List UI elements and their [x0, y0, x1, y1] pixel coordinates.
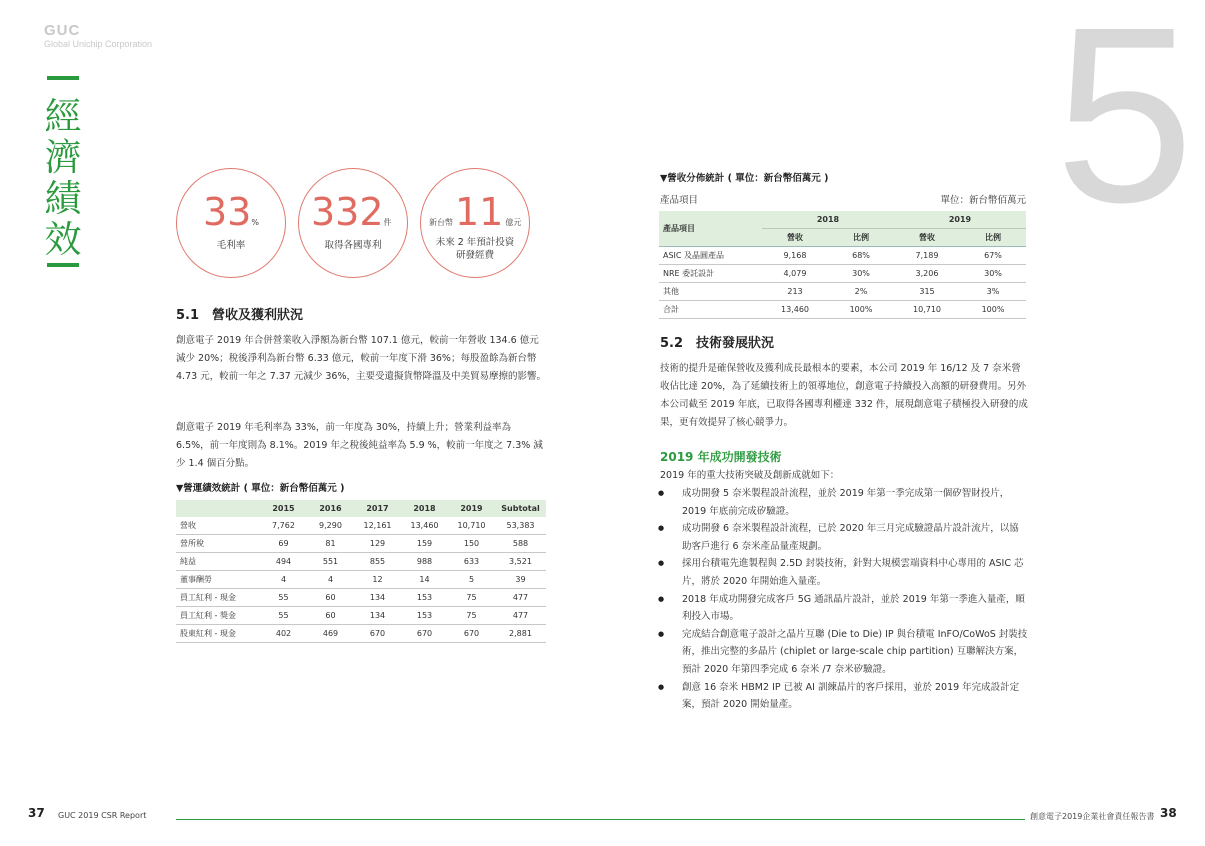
table-row [176, 571, 546, 589]
stat-label-line: 未來 2 年預計投資 [435, 237, 515, 248]
table-cell: 134 [354, 607, 401, 625]
section-5-1-paragraph-2: 創意電子 2019 年毛利率為 33%，前一年度為 30%，持續上升；營業利益率為 6.5%，前一年度則為 8.1%。2019 年之稅後純益率為 5.9 %，較前一年度之 7.3% 減少 1.4 個百分點。 [176, 422, 543, 469]
table-cell: 3,521 [495, 553, 546, 571]
stat-unit: % [251, 218, 259, 227]
section-heading-5-2: 5.2 技術發展狀況 [660, 336, 775, 351]
table-cell: 134 [354, 589, 401, 607]
table-header-cell: 營收 [894, 229, 960, 247]
revenue-distribution-table [659, 211, 1026, 319]
table-cell: 670 [448, 625, 495, 643]
table-cell: 10,710 [894, 301, 960, 319]
table-row [659, 301, 1026, 319]
chapter-number: 5 [1055, 0, 1195, 254]
table-cell: 30% [960, 265, 1026, 283]
table-cell: 7,189 [894, 247, 960, 265]
table-cell: 588 [495, 535, 546, 553]
table-header-cell: 2017 [366, 504, 389, 513]
tech-achievements-list [658, 485, 1028, 714]
table-cell: 10,710 [448, 517, 495, 535]
table-cell: 股東紅利 - 現金 [176, 625, 260, 643]
table-cell: 純益 [176, 553, 260, 571]
table-cell: 合計 [659, 301, 762, 319]
table-cell: 4 [307, 571, 354, 589]
table-cell: 670 [354, 625, 401, 643]
table-row [176, 553, 546, 571]
table-cell: 150 [448, 535, 495, 553]
table-cell: 7,762 [260, 517, 307, 535]
table-cell: 402 [260, 625, 307, 643]
table-header-cell: 2015 [272, 504, 295, 513]
chapter-bar-bottom [47, 263, 79, 267]
table-cell: 4 [260, 571, 307, 589]
table-cell: 477 [495, 589, 546, 607]
table-cell: 100% [960, 301, 1026, 319]
page-number-right: 38 [1160, 806, 1177, 820]
table-cell: 60 [307, 607, 354, 625]
table-header-cell: 營收 [762, 229, 828, 247]
stat-value: 11 [455, 190, 504, 234]
table-cell: 39 [495, 571, 546, 589]
revenue-table-caption: ▼營收分佈統計 ( 單位：新台幣佰萬元 ) [660, 173, 829, 184]
table-header-cell: 2018 [762, 211, 894, 229]
stat-label: 取得各國專利 [324, 240, 382, 251]
table-cell: 55 [260, 589, 307, 607]
chapter-title [40, 96, 86, 260]
table-cell: 633 [448, 553, 495, 571]
chapter-char: 經 [44, 95, 82, 138]
section-5-1-paragraph-1: 創意電子 2019 年合併營業收入淨額為新台幣 107.1 億元，較前一年營收 134.6 億元減少 20%；稅後淨利為新台幣 6.33 億元，較前一年度下滑 36%；每股盈餘為新台幣 4.73 元，較前一年之 7.37 元減少 36%，主要受遺擬貨幣降溫及中美貿易摩擦的影響。 [176, 335, 546, 382]
table-cell: 81 [307, 535, 354, 553]
table-cell: 670 [401, 625, 448, 643]
table-cell: 159 [401, 535, 448, 553]
revenue-table-unit-label: 單位：新台幣佰萬元 [940, 195, 1026, 206]
table-cell: 14 [401, 571, 448, 589]
table-cell: 67% [960, 247, 1026, 265]
table-row [659, 247, 1026, 265]
table-row [176, 535, 546, 553]
table-header-cell: 2019 [460, 504, 483, 513]
chapter-char: 效 [44, 218, 82, 261]
table-cell: 2,881 [495, 625, 546, 643]
table-cell: 60 [307, 589, 354, 607]
chapter-bar-top [47, 76, 79, 80]
table-row [176, 607, 546, 625]
table-cell: 9,168 [762, 247, 828, 265]
table-row [176, 589, 546, 607]
company-logo: GUC [44, 22, 81, 39]
list-item: ● 採用台積電先進製程與 2.5D 封裝技術，針對大規模雲端資料中心專用的 ASIC 芯片，將於 2020 年開始進入量產。 [658, 555, 1028, 590]
table-cell: 3,206 [894, 265, 960, 283]
table-cell: 153 [401, 589, 448, 607]
table-cell: 5 [448, 571, 495, 589]
stat-circle-gross-margin [176, 168, 286, 278]
table-cell: 75 [448, 607, 495, 625]
footer-report-title-zh: 創意電子2019企業社會責任報告書 [1030, 812, 1155, 821]
tech-intro: 2019 年的重大技術突破及創新成就如下： [660, 470, 840, 481]
table-cell: NRE 委託設計 [659, 265, 762, 283]
page-number-left: 37 [28, 806, 45, 820]
table-cell: 營收 [176, 517, 260, 535]
stat-label: 毛利率 [216, 240, 246, 251]
table-cell: 13,460 [401, 517, 448, 535]
table-cell: 53,383 [495, 517, 546, 535]
stat-value: 332 [311, 190, 384, 234]
table-header-cell: 比例 [960, 229, 1026, 247]
table-cell: 477 [495, 607, 546, 625]
table-cell: 153 [401, 607, 448, 625]
table-header-cell: 比例 [828, 229, 894, 247]
list-item: ● 完成結合創意電子設計之晶片互聯 (Die to Die) IP 與台積電 InFO/CoWoS 封裝技術，推出完整的多晶片 (chiplet or large-scale chip partition) 互聯解決方案，預計 2020 年第四季完成 6 奈米 /7 奈米矽驗證。 [658, 626, 1028, 679]
table-cell: 75 [448, 589, 495, 607]
table-cell: 12,161 [354, 517, 401, 535]
table-cell: 9,290 [307, 517, 354, 535]
table-header-cell: 2019 [894, 211, 1026, 229]
table-cell: 988 [401, 553, 448, 571]
list-item: ● 2018 年成功開發完成客戶 5G 通訊晶片設計，並於 2019 年第一季進入量產，順利投入市場。 [658, 591, 1028, 626]
table-cell: 69 [260, 535, 307, 553]
table-row [176, 625, 546, 643]
table-cell: 2% [828, 283, 894, 301]
chapter-char: 績 [44, 177, 82, 220]
table-cell: 3% [960, 283, 1026, 301]
table-cell: 129 [354, 535, 401, 553]
table-header-cell [176, 500, 260, 517]
table-row [176, 517, 546, 535]
table-cell: 855 [354, 553, 401, 571]
table-cell: 551 [307, 553, 354, 571]
operating-table-caption: ▼營運績效統計 ( 單位：新台幣佰萬元 ) [176, 483, 345, 494]
table-cell: 營所稅 [176, 535, 260, 553]
stat-unit: 億元 [505, 218, 522, 227]
section-5-2-paragraph: 技術的提升是確保營收及獲利成長最根本的要素，本公司 2019 年 16/12 及 7 奈米營收佔比達 20%，為了延續技術上的領導地位，創意電子持續投入高額的研發費用。另外本公司截至 2019 年底，已取得各國專利權達 332 件，展現創意電子積極投入研發的成果，更有效提昇了核心競爭力。 [660, 363, 1028, 428]
stat-unit: 件 [383, 218, 392, 227]
table-header-cell: 2016 [319, 504, 342, 513]
footer-report-title: GUC 2019 CSR Report [58, 811, 147, 820]
table-cell: 員工紅利 - 現金 [176, 589, 260, 607]
footer-divider [176, 819, 1025, 820]
table-row [659, 283, 1026, 301]
stat-label-line: 研發經費 [455, 250, 494, 261]
stat-value: 33 [203, 190, 252, 234]
table-header-row [176, 500, 546, 517]
list-item: ● 成功開發 5 奈米製程設計流程，並於 2019 年第一季完成第一個矽智財投片，2019 年底前完成矽驗證。 [658, 485, 1028, 520]
table-cell: 12 [354, 571, 401, 589]
table-cell: 30% [828, 265, 894, 283]
table-cell: 55 [260, 607, 307, 625]
table-cell: 董事酬勞 [176, 571, 260, 589]
list-item: ● 創意 16 奈米 HBM2 IP 已被 AI 訓練晶片的客戶採用，並於 2019 年完成設計定案，預計 2020 開始量產。 [658, 679, 1028, 714]
table-cell: 213 [762, 283, 828, 301]
table-header-cell: Subtotal [501, 504, 540, 513]
table-cell: 469 [307, 625, 354, 643]
table-cell: 其他 [659, 283, 762, 301]
table-cell: 100% [828, 301, 894, 319]
table-row [659, 265, 1026, 283]
table-cell: 4,079 [762, 265, 828, 283]
tech-subheading: 2019 年成功開發技術 [660, 450, 782, 464]
list-item: ● 成功開發 6 奈米製程設計流程，已於 2020 年三月完成驗證晶片設計流片，以協助客戶進行 6 奈米產品量產規劃。 [658, 520, 1028, 555]
table-cell: 494 [260, 553, 307, 571]
table-cell: 13,460 [762, 301, 828, 319]
stat-circle-patents [298, 168, 408, 278]
revenue-table-left-label: 產品項目 [660, 195, 699, 206]
company-logo-subtitle: Global Unichip Corporation [44, 39, 153, 49]
table-header-cell: 2018 [413, 504, 436, 513]
section-heading-5-1: 5.1 營收及獲利狀況 [176, 308, 304, 323]
stat-label [421, 236, 529, 262]
table-cell: 315 [894, 283, 960, 301]
stat-prefix: 新台幣 [429, 218, 453, 227]
table-header-row [659, 211, 1026, 229]
operating-performance-table [176, 500, 546, 643]
table-header-cell: 產品項目 [659, 211, 762, 247]
chapter-char: 濟 [44, 136, 82, 179]
stat-circle-rd-investment [420, 168, 530, 278]
table-cell: ASIC 及晶圓產品 [659, 247, 762, 265]
table-cell: 68% [828, 247, 894, 265]
table-cell: 員工紅利 - 獎金 [176, 607, 260, 625]
